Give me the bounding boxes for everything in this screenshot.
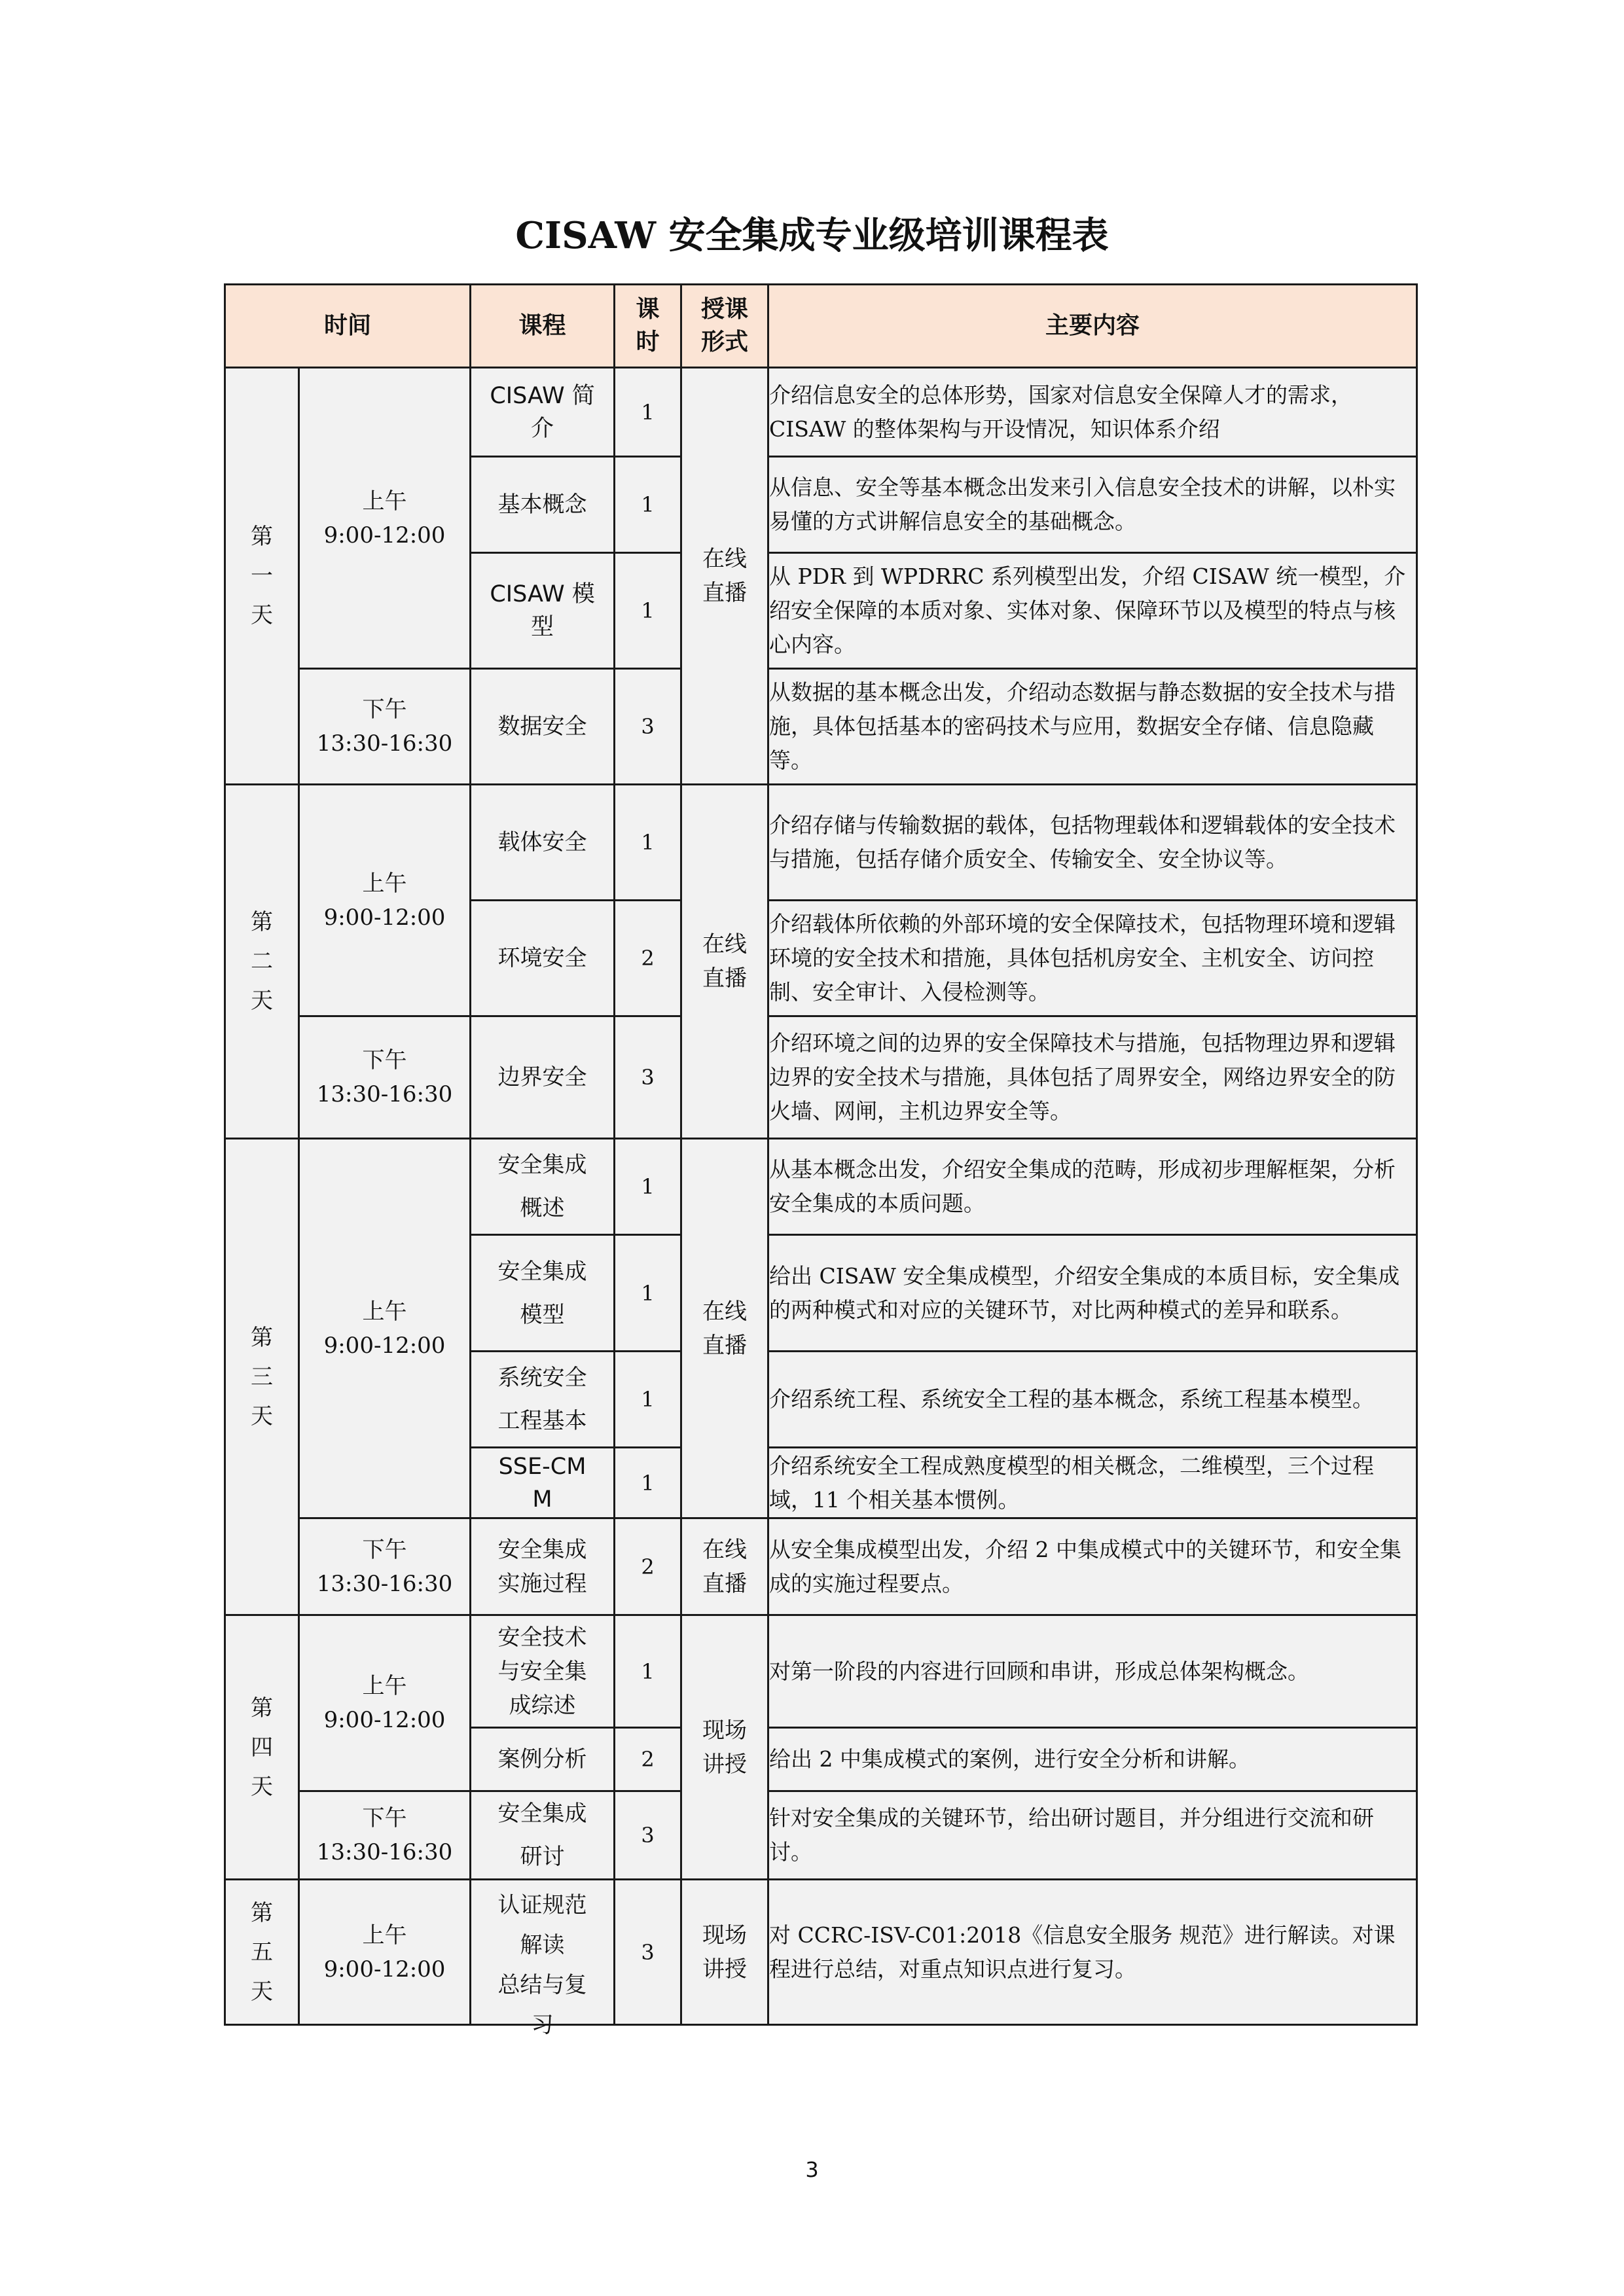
course-content: 介绍信息安全的总体形势，国家对信息安全保障人才的需求，CISAW 的整体架构与开设情况，知识体系介绍 [768,368,1417,457]
day-3-label: 第 三 天 [225,1139,299,1615]
table-row [225,785,1417,901]
day-1-label: 第 一 天 [225,368,299,785]
table-row [225,1791,1417,1880]
header-course: 课程 [471,285,615,368]
day-5-morning-time: 上午 9:00-12:00 [299,1880,471,2025]
table-row [225,368,1417,457]
header-mode: 授课 形式 [681,285,768,368]
course-schedule-table [224,283,1418,2038]
header-content: 主要内容 [768,285,1417,368]
course-name: 认证规范 解读 总结与复 习 [471,1880,615,2025]
day-1-afternoon-time: 下午 13:30-16:30 [299,669,471,785]
day-2-afternoon-time: 下午 13:30-16:30 [299,1016,471,1139]
day-5-label: 第 五 天 [225,1880,299,2025]
page-number: 3 [805,2157,819,2182]
day-1-mode: 在线 直播 [681,368,768,785]
course-name: 安全集成 实施过程 [471,1518,615,1615]
course-name: CISAW 模 型 [471,553,615,669]
course-hours: 1 [615,553,681,669]
day-4-afternoon-time: 下午 13:30-16:30 [299,1791,471,1880]
course-hours: 3 [615,1880,681,2025]
day-3-afternoon-time: 下午 13:30-16:30 [299,1518,471,1615]
course-name: 基本概念 [471,457,615,553]
course-name: SSE-CM M [471,1448,615,1518]
course-content: 从 PDR 到 WPDRRC 系列模型出发，介绍 CISAW 统一模型，介绍安全保障的本质对象、实体对象、保障环节以及模型的特点与核心内容。 [768,553,1417,669]
course-content: 从数据的基本概念出发，介绍动态数据与静态数据的安全技术与措施，具体包括基本的密码技术与应用，数据安全存储、信息隐藏等。 [768,669,1417,785]
course-hours: 1 [615,1352,681,1448]
table-row [225,669,1417,785]
course-content: 针对安全集成的关键环节，给出研讨题目，并分组进行交流和研讨。 [768,1791,1417,1880]
table-row [225,1139,1417,1235]
course-name: 安全集成 模型 [471,1235,615,1352]
table-header-row [225,285,1417,368]
day-1-morning-time: 上午 9:00-12:00 [299,368,471,669]
course-hours: 1 [615,1615,681,1728]
course-hours: 1 [615,1139,681,1235]
course-content: 对 CCRC-ISV-C01:2018《信息安全服务 规范》进行解读。对课程进行总结，对重点知识点进行复习。 [768,1880,1417,2025]
course-hours: 1 [615,1448,681,1518]
course-name: 案例分析 [471,1728,615,1791]
course-name: 边界安全 [471,1016,615,1139]
course-content: 介绍系统工程、系统安全工程的基本概念，系统工程基本模型。 [768,1352,1417,1448]
course-hours: 3 [615,1791,681,1880]
course-name: 载体安全 [471,785,615,901]
table-row [225,1880,1417,2025]
course-name: 数据安全 [471,669,615,785]
course-content: 对第一阶段的内容进行回顾和串讲，形成总体架构概念。 [768,1615,1417,1728]
header-hours: 课 时 [615,285,681,368]
course-hours: 1 [615,368,681,457]
page-title: CISAW 安全集成专业级培训课程表 [515,214,1109,257]
day-2-mode: 在线 直播 [681,785,768,1139]
day-3-afternoon-mode: 在线 直播 [681,1518,768,1615]
day-2-label: 第 二 天 [225,785,299,1139]
course-content: 介绍环境之间的边界的安全保障技术与措施，包括物理边界和逻辑边界的安全技术与措施，具体包括了周界安全，网络边界安全的防火墙、网闸，主机边界安全等。 [768,1016,1417,1139]
table-row [225,1615,1417,1728]
course-hours: 2 [615,1518,681,1615]
course-content: 从基本概念出发，介绍安全集成的范畴，形成初步理解框架，分析安全集成的本质问题。 [768,1139,1417,1235]
table-row [225,1016,1417,1139]
day-2-morning-time: 上午 9:00-12:00 [299,785,471,1016]
course-name: CISAW 简 介 [471,368,615,457]
course-name: 安全集成 研讨 [471,1791,615,1880]
table-row [225,1518,1417,1615]
course-hours: 1 [615,457,681,553]
course-hours: 1 [615,785,681,901]
course-hours: 2 [615,1728,681,1791]
course-hours: 1 [615,1235,681,1352]
course-content: 给出 CISAW 安全集成模型，介绍安全集成的本质目标，安全集成的两种模式和对应的关键环节，对比两种模式的差异和联系。 [768,1235,1417,1352]
day-5-mode: 现场 讲授 [681,1880,768,2025]
day-3-morning-time: 上午 9:00-12:00 [299,1139,471,1518]
course-content: 从安全集成模型出发，介绍 2 中集成模式中的关键环节，和安全集成的实施过程要点。 [768,1518,1417,1615]
course-name: 安全技术 与安全集 成综述 [471,1615,615,1728]
course-name: 系统安全 工程基本 [471,1352,615,1448]
header-time: 时间 [225,285,471,368]
course-name: 安全集成 概述 [471,1139,615,1235]
day-4-morning-time: 上午 9:00-12:00 [299,1615,471,1791]
course-content: 介绍载体所依赖的外部环境的安全保障技术，包括物理环境和逻辑环境的安全技术和措施，具体包括机房安全、主机安全、访问控制、安全审计、入侵检测等。 [768,901,1417,1016]
course-hours: 3 [615,1016,681,1139]
course-content: 介绍系统安全工程成熟度模型的相关概念，二维模型，三个过程域，11 个相关基本惯例。 [768,1448,1417,1518]
course-hours: 2 [615,901,681,1016]
course-name: 环境安全 [471,901,615,1016]
course-content: 从信息、安全等基本概念出发来引入信息安全技术的讲解，以朴实易懂的方式讲解信息安全的基础概念。 [768,457,1417,553]
day-4-mode: 现场 讲授 [681,1615,768,1880]
course-content: 介绍存储与传输数据的载体，包括物理载体和逻辑载体的安全技术与措施，包括存储介质安全、传输安全、安全协议等。 [768,785,1417,901]
day-3-morning-mode: 在线 直播 [681,1139,768,1518]
course-hours: 3 [615,669,681,785]
day-4-label: 第 四 天 [225,1615,299,1880]
course-content: 给出 2 中集成模式的案例，进行安全分析和讲解。 [768,1728,1417,1791]
